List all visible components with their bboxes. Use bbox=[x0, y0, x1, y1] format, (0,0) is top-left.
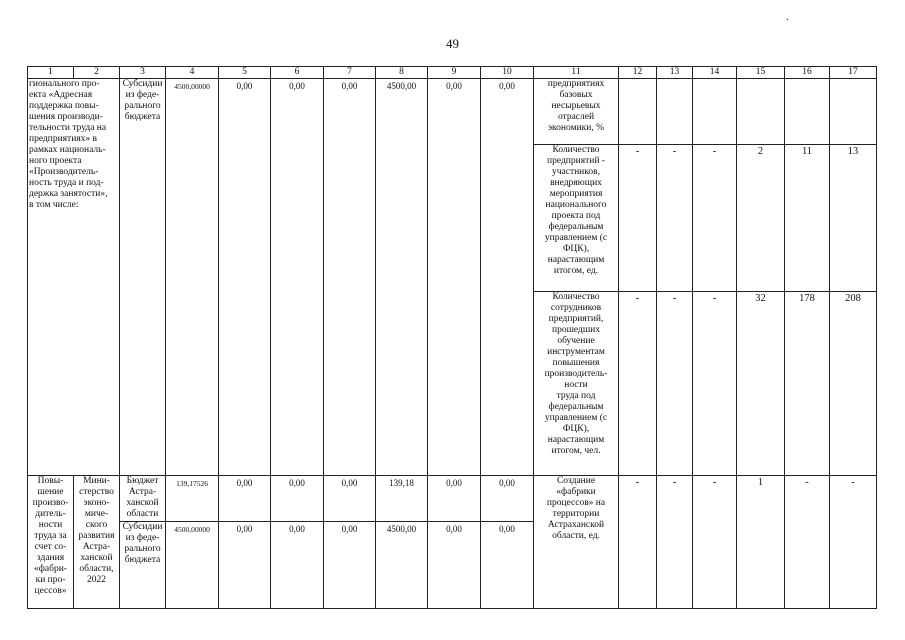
funding-source-cell: Бюджет Астра- ханской области bbox=[120, 476, 166, 522]
header-cell: 15 bbox=[737, 67, 785, 79]
value-cell: 0,00 bbox=[271, 79, 324, 476]
value-cell: 0,00 bbox=[271, 476, 324, 522]
indicator-value: - bbox=[785, 476, 830, 609]
header-cell: 4 bbox=[166, 67, 219, 79]
value-cell: 0,00 bbox=[324, 522, 376, 609]
indicator-value: - bbox=[830, 476, 877, 609]
header-cell: 7 bbox=[324, 67, 376, 79]
indicator-value: - bbox=[657, 292, 693, 476]
budget-table bbox=[27, 66, 877, 609]
value-cell: 0,00 bbox=[428, 522, 481, 609]
value-cell: 0,00 bbox=[219, 522, 271, 609]
indicator-value: - bbox=[619, 145, 657, 292]
indicator-value: 1 bbox=[737, 476, 785, 609]
executor-cell: Мини- стерство эконо- миче- ского развития Астра- ханской области, 2022 bbox=[74, 476, 120, 609]
header-cell: 13 bbox=[657, 67, 693, 79]
table-row bbox=[28, 476, 877, 522]
indicator-value: 178 bbox=[785, 292, 830, 476]
funding-source-cell: Субсидии из феде- рального бюджета bbox=[120, 522, 166, 609]
indicator-value: - bbox=[619, 476, 657, 609]
value-cell: 0,00 bbox=[271, 522, 324, 609]
indicator-value: 13 bbox=[830, 145, 877, 292]
header-cell: 8 bbox=[376, 67, 428, 79]
value-cell: 4500,00 bbox=[376, 79, 428, 476]
indicator-value: - bbox=[693, 145, 737, 292]
indicator-cell: Создание «фабрики процессов» на территории Астраханской области, ед. bbox=[534, 476, 619, 609]
header-cell: 9 bbox=[428, 67, 481, 79]
value-cell: 0,00 bbox=[428, 476, 481, 522]
table-row bbox=[28, 79, 877, 145]
value-cell: 0,00 bbox=[324, 476, 376, 522]
indicator-value: - bbox=[693, 292, 737, 476]
event-name-cell: Повы- шение произво- дитель- ности труда за счет со- здания «фабри- ки про- цессов» bbox=[28, 476, 74, 609]
value-cell: 0,00 bbox=[481, 476, 534, 522]
value-cell: 0,00 bbox=[219, 476, 271, 522]
header-cell: 14 bbox=[693, 67, 737, 79]
value-cell: 0,00 bbox=[324, 79, 376, 476]
page-number: 49 bbox=[446, 36, 459, 51]
indicator-cell: Количество сотрудников предприятий, прошедших обучение инструментам повышения производитель- ности труда под федеральным управлением (с ФЦК), нарастающим итогом, чел. bbox=[534, 292, 619, 476]
header-row bbox=[28, 67, 877, 79]
value-cell: 4500,00000 bbox=[166, 79, 219, 476]
corner-mark: . bbox=[786, 12, 789, 23]
header-cell: 16 bbox=[785, 67, 830, 79]
header-cell: 11 bbox=[534, 67, 619, 79]
header-cell: 3 bbox=[120, 67, 166, 79]
indicator-value: 2 bbox=[737, 145, 785, 292]
indicator-cell: Количество предприятий - участников, внедряющих мероприятия национального проекта под федеральным управлением (с ФЦК), нарастающим итогом, ед. bbox=[534, 145, 619, 292]
header-cell: 2 bbox=[74, 67, 120, 79]
indicator-value: 11 bbox=[785, 145, 830, 292]
value-cell: 139,17526 bbox=[166, 476, 219, 522]
indicator-value: 208 bbox=[830, 292, 877, 476]
value-cell: 0,00 bbox=[219, 79, 271, 476]
header-cell: 6 bbox=[271, 67, 324, 79]
header-cell: 1 bbox=[28, 67, 74, 79]
funding-source-cell: Субсидии из феде- рального бюджета bbox=[120, 79, 166, 476]
value-cell: 4500,00000 bbox=[166, 522, 219, 609]
value-cell: 4500,00 bbox=[376, 522, 428, 609]
indicator-cell: предприятиях базовых несырьевых отраслей экономики, % bbox=[534, 79, 619, 145]
header-cell: 5 bbox=[219, 67, 271, 79]
event-name-cell: гионального про- екта «Адресная поддержка повы- шения производи- тельности труда на предприятиях» в рамках националь- ного проекта «Производитель- ность труда и под- держка занятости», в том числе: bbox=[28, 79, 120, 476]
indicator-value: 32 bbox=[737, 292, 785, 476]
value-cell: 0,00 bbox=[481, 522, 534, 609]
header-cell: 17 bbox=[830, 67, 877, 79]
indicator-value: - bbox=[657, 476, 693, 609]
indicator-value: - bbox=[657, 145, 693, 292]
indicator-value: - bbox=[619, 292, 657, 476]
value-cell: 0,00 bbox=[428, 79, 481, 476]
value-cell: 139,18 bbox=[376, 476, 428, 522]
indicator-value: - bbox=[693, 476, 737, 609]
header-cell: 12 bbox=[619, 67, 657, 79]
value-cell: 0,00 bbox=[481, 79, 534, 476]
header-cell: 10 bbox=[481, 67, 534, 79]
